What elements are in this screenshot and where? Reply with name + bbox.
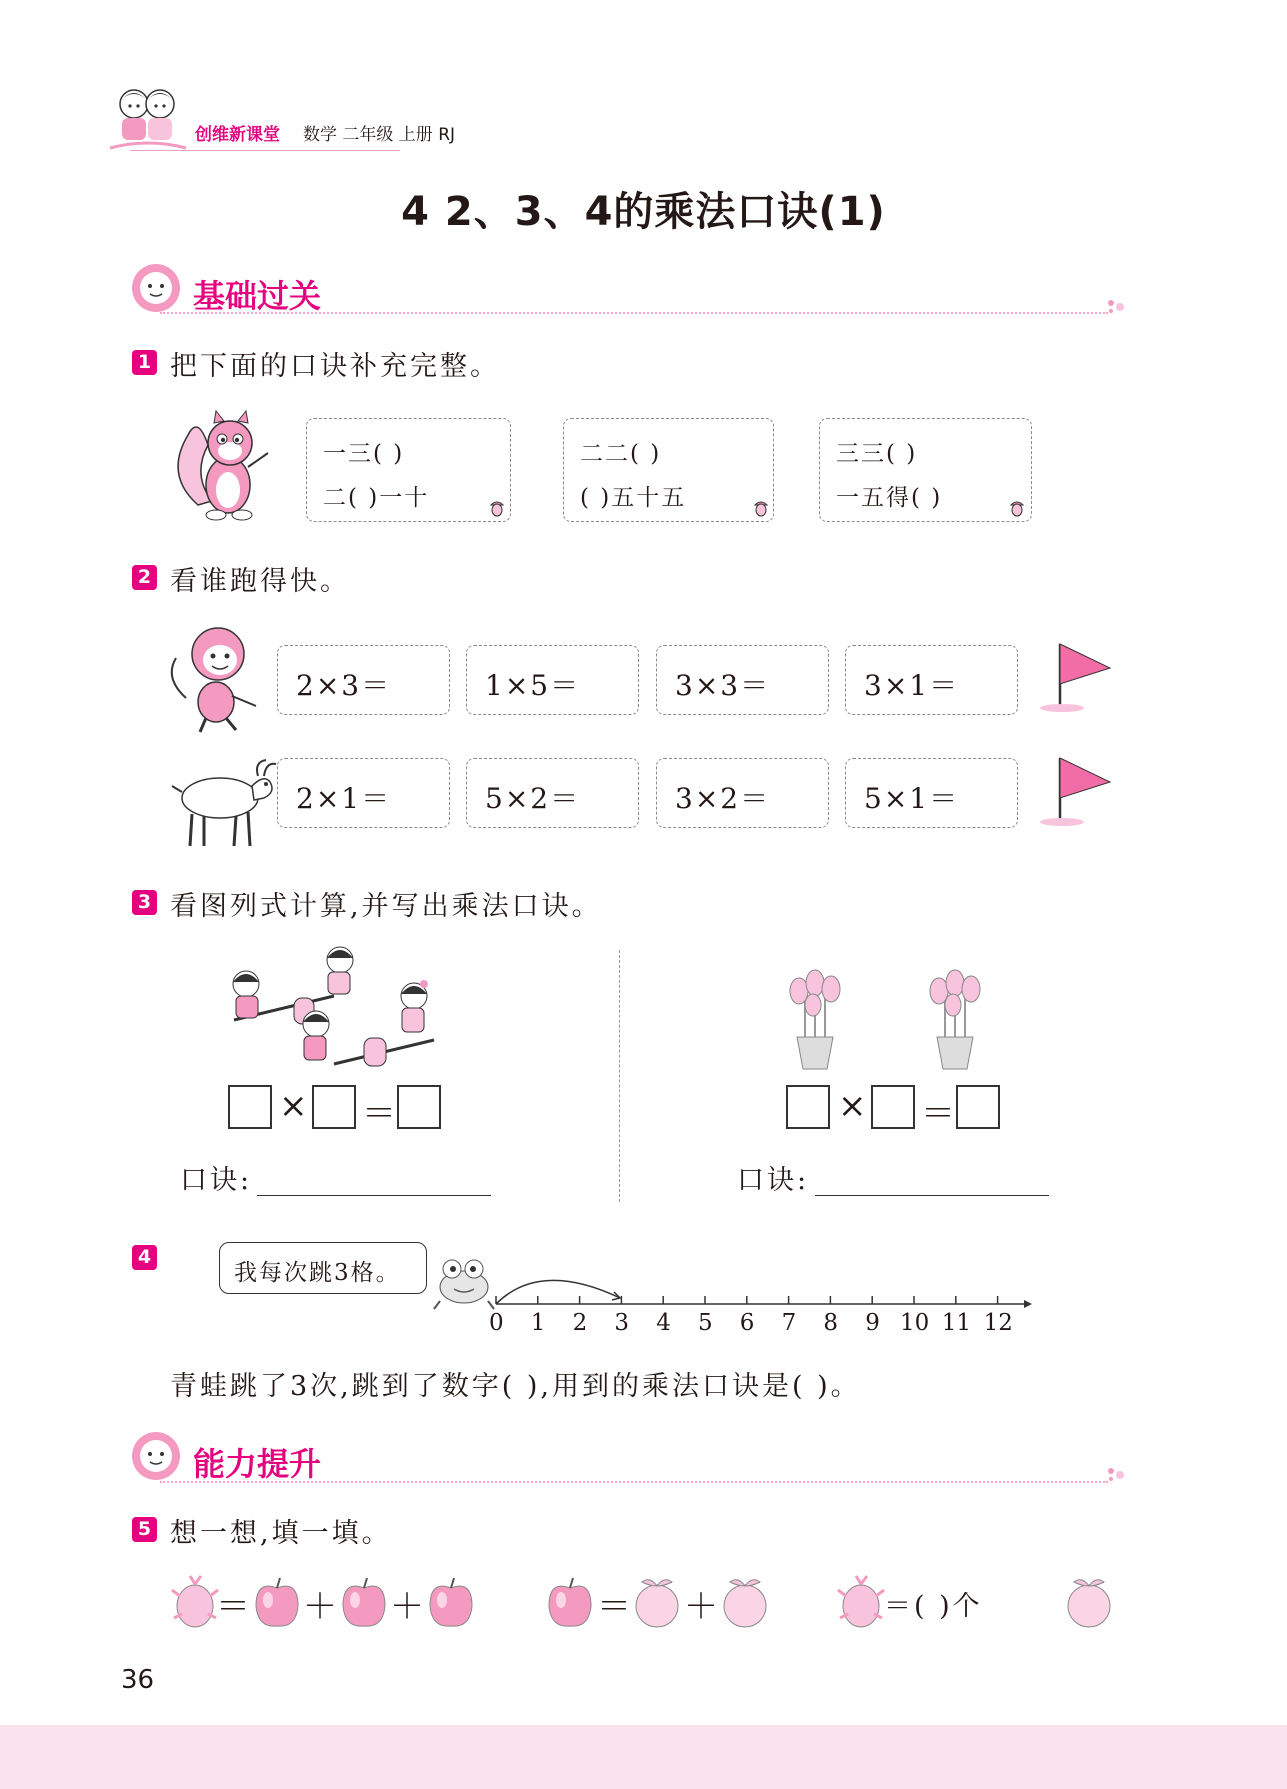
peach-icon <box>1062 1572 1116 1630</box>
tick-label: 12 <box>983 1310 1013 1336</box>
answer-box[interactable] <box>312 1085 356 1129</box>
section-divider-basic <box>160 312 1108 314</box>
equals-sign: ＝ <box>597 1587 631 1627</box>
question-number-1: 1 <box>132 350 157 375</box>
dots-decoration-icon <box>1106 298 1128 314</box>
tick-label: 3 <box>614 1310 630 1336</box>
tick-label: 11 <box>941 1310 972 1336</box>
race-box <box>656 758 829 828</box>
times-sign: × <box>838 1086 867 1126</box>
tick-label: 1 <box>530 1310 546 1336</box>
race-equation: 5×1＝ <box>864 782 960 815</box>
dragonfruit-icon <box>170 1574 220 1630</box>
speech-bubble <box>219 1242 427 1294</box>
tick-label: 8 <box>823 1310 839 1336</box>
tick-label: 2 <box>572 1310 588 1336</box>
question-4-sentence: 青蛙跳了3次,跳到了数字( ),用到的乘法口诀是( )。 <box>170 1371 861 1402</box>
race-equation: 1×5＝ <box>485 669 581 702</box>
book-info: 数学 二年级 上册 RJ <box>303 125 456 145</box>
dragonfruit-icon <box>836 1574 886 1630</box>
bottom-decoration-band <box>0 1725 1287 1789</box>
flag-icon <box>1036 638 1116 716</box>
tick-label: 0 <box>489 1310 504 1336</box>
race-box <box>845 758 1018 828</box>
koujue-answer-line[interactable] <box>257 1195 491 1196</box>
brand-name: 创维新课堂 <box>195 125 280 145</box>
acorn-icon <box>488 498 506 518</box>
peach-icon <box>718 1572 772 1630</box>
question-number-4: 4 <box>132 1245 157 1270</box>
apple-icon <box>337 1574 391 1630</box>
race-equation: 2×3＝ <box>296 669 392 702</box>
answer-box[interactable] <box>956 1085 1000 1129</box>
rhyme-box-2 <box>563 418 774 522</box>
seesaw-kids-icon <box>224 940 444 1075</box>
rhyme-2a: 二二( ) <box>580 441 662 467</box>
apple-icon <box>424 1574 478 1630</box>
rhyme-box-3 <box>819 418 1032 522</box>
count-blank: ＝( )个 <box>884 1591 983 1622</box>
question-1-text: 把下面的口诀补充完整。 <box>170 351 500 382</box>
plus-sign: ＋ <box>684 1587 718 1627</box>
monkey-section-icon <box>128 1430 184 1482</box>
rhyme-1b: 二( )一十 <box>323 485 430 511</box>
plus-sign: ＋ <box>303 1587 337 1627</box>
race-box <box>466 758 639 828</box>
question-3-text: 看图列式计算,并写出乘法口诀。 <box>170 891 602 922</box>
monkey-icon <box>166 618 264 736</box>
question-number-5: 5 <box>132 1517 157 1542</box>
equals-sign: ＝ <box>921 1094 955 1134</box>
tick-label: 10 <box>900 1310 930 1336</box>
section-title-basic: 基础过关 <box>193 277 322 315</box>
tick-label: 5 <box>698 1310 713 1336</box>
koujue-answer-line[interactable] <box>815 1195 1049 1196</box>
question-number-3: 3 <box>132 890 157 915</box>
race-box <box>277 758 450 828</box>
page-number: 36 <box>121 1665 155 1695</box>
race-box <box>656 645 829 715</box>
header-divider <box>130 150 400 151</box>
koujue-label: 口诀: <box>737 1165 810 1196</box>
race-box <box>845 645 1018 715</box>
question-2-text: 看谁跑得快。 <box>170 566 350 597</box>
apple-icon <box>250 1574 304 1630</box>
monkey-section-icon <box>128 262 184 314</box>
race-equation: 2×1＝ <box>296 782 392 815</box>
equals-sign: ＝ <box>216 1587 250 1627</box>
number-line-labels <box>480 1310 1040 1340</box>
race-equation: 5×2＝ <box>485 782 581 815</box>
rhyme-3a: 三三( ) <box>836 441 918 467</box>
peach-icon <box>630 1572 684 1630</box>
squirrel-icon <box>168 405 273 523</box>
speech-bubble-text: 我每次跳3格。 <box>234 1260 401 1286</box>
dots-decoration-icon <box>1106 1466 1128 1482</box>
acorn-icon <box>1008 498 1026 518</box>
rhyme-1a: 一三( ) <box>323 441 405 467</box>
equals-sign: ＝ <box>362 1094 396 1134</box>
column-divider <box>619 950 620 1202</box>
goat-icon <box>168 742 280 850</box>
tick-label: 6 <box>739 1310 755 1336</box>
answer-box[interactable] <box>397 1085 441 1129</box>
apple-icon <box>543 1574 597 1630</box>
section-title-advanced: 能力提升 <box>193 1445 322 1483</box>
section-divider-advanced <box>160 1481 1108 1483</box>
times-sign: × <box>279 1086 308 1126</box>
question-5-text: 想一想,填一填。 <box>170 1518 392 1549</box>
race-equation: 3×3＝ <box>675 669 771 702</box>
flag-icon <box>1036 752 1116 830</box>
answer-box[interactable] <box>786 1085 830 1129</box>
header-logo-icon <box>108 82 188 154</box>
tick-label: 4 <box>656 1310 671 1336</box>
page-title: 4 2、3、4的乘法口诀(1) <box>401 189 886 235</box>
tulip-pots-icon <box>775 965 995 1073</box>
rhyme-box-1 <box>306 418 511 522</box>
tick-label: 7 <box>781 1310 797 1336</box>
plus-sign: ＋ <box>390 1587 424 1627</box>
answer-box[interactable] <box>228 1085 272 1129</box>
tick-label: 9 <box>865 1310 880 1336</box>
race-box <box>466 645 639 715</box>
acorn-icon <box>752 498 770 518</box>
question-number-2: 2 <box>132 565 157 590</box>
rhyme-3b: 一五得( ) <box>836 485 943 511</box>
rhyme-2b: ( )五十五 <box>580 485 687 511</box>
race-equation: 3×1＝ <box>864 669 960 702</box>
race-equation: 3×2＝ <box>675 782 771 815</box>
koujue-label: 口诀: <box>180 1165 253 1196</box>
race-box <box>277 645 450 715</box>
answer-box[interactable] <box>871 1085 915 1129</box>
